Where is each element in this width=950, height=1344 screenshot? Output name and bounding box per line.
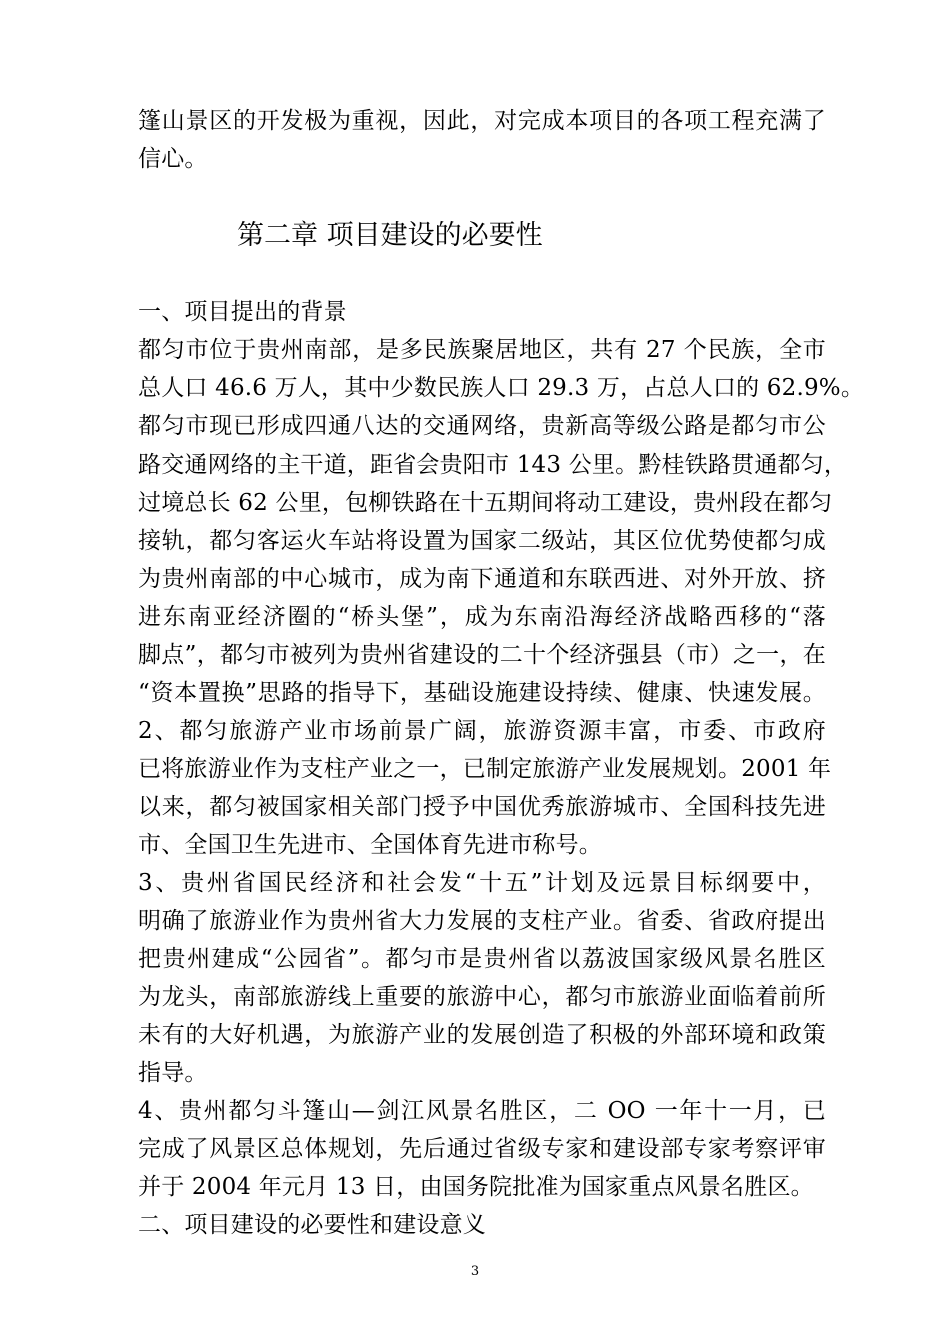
text-line: 2、都匀旅游产业市场前景广阔，旅游资源丰富，市委、市政府 <box>138 718 826 744</box>
text-line: 指导。 <box>138 1060 208 1086</box>
text-line: 4、贵州都匀斗篷山—剑江风景名胜区，二 OO 一年十一月，已 <box>138 1098 826 1124</box>
text-line: 为贵州南部的中心城市，成为南下通道和东联西进、对外开放、挤 <box>138 566 826 592</box>
text-line: 以来，都匀被国家相关部门授予中国优秀旅游城市、全国科技先进 <box>138 794 826 820</box>
section-heading: 一、项目提出的背景 <box>138 299 347 325</box>
text-line: 已将旅游业作为支柱产业之一，已制定旅游产业发展规划。2001 年 <box>138 756 832 782</box>
text-line: 市、全国卫生先进市、全国体育先进市称号。 <box>138 832 602 858</box>
text-line: 篷山景区的开发极为重视，因此，对完成本项目的各项工程充满了 <box>138 108 826 134</box>
text-line: 都匀市现已形成四通八达的交通网络，贵新高等级公路是都匀市公 <box>138 413 826 439</box>
text-line: 明确了旅游业作为贵州省大力发展的支柱产业。省委、省政府提出 <box>138 908 826 934</box>
text-line: 脚点”，都匀市被列为贵州省建设的二十个经济强县（市）之一，在 <box>138 642 826 668</box>
text-line: 都匀市位于贵州南部，是多民族聚居地区，共有 27 个民族，全市 <box>138 337 826 363</box>
text-line: 过境总长 62 公里，包柳铁路在十五期间将动工建设，贵州段在都匀 <box>138 490 833 516</box>
chapter-title: 第二章 项目建设的必要性 <box>237 220 543 251</box>
text-line: 3、贵州省国民经济和社会发“十五”计划及远景目标纲要中， <box>138 870 826 896</box>
text-line: 信心。 <box>138 146 208 172</box>
text-line: 未有的大好机遇，为旅游产业的发展创造了积极的外部环境和政策 <box>138 1022 826 1048</box>
section-heading: 二、项目建设的必要性和建设意义 <box>138 1212 486 1238</box>
text-line: 完成了风景区总体规划，先后通过省级专家和建设部专家考察评审 <box>138 1136 826 1162</box>
text-line: 进东南亚经济圈的“桥头堡”，成为东南沿海经济战略西移的“落 <box>138 604 826 630</box>
text-line: 总人口 46.6 万人，其中少数民族人口 29.3 万，占总人口的 62.9%。 <box>138 375 865 401</box>
text-line: “资本置换”思路的指导下，基础设施建设持续、健康、快速发展。 <box>138 680 826 706</box>
page-number: 3 <box>470 1264 480 1279</box>
text-line: 并于 2004 年元月 13 日，由国务院批准为国家重点风景名胜区。 <box>138 1174 814 1200</box>
text-line: 路交通网络的主干道，距省会贵阳市 143 公里。黔桂铁路贯通都匀， <box>138 452 848 478</box>
text-line: 把贵州建成“公园省”。都匀市是贵州省以荔波国家级风景名胜区 <box>138 946 826 972</box>
text-line: 为龙头，南部旅游线上重要的旅游中心，都匀市旅游业面临着前所 <box>138 984 826 1010</box>
text-line: 接轨，都匀客运火车站将设置为国家二级站，其区位优势使都匀成 <box>138 528 826 554</box>
